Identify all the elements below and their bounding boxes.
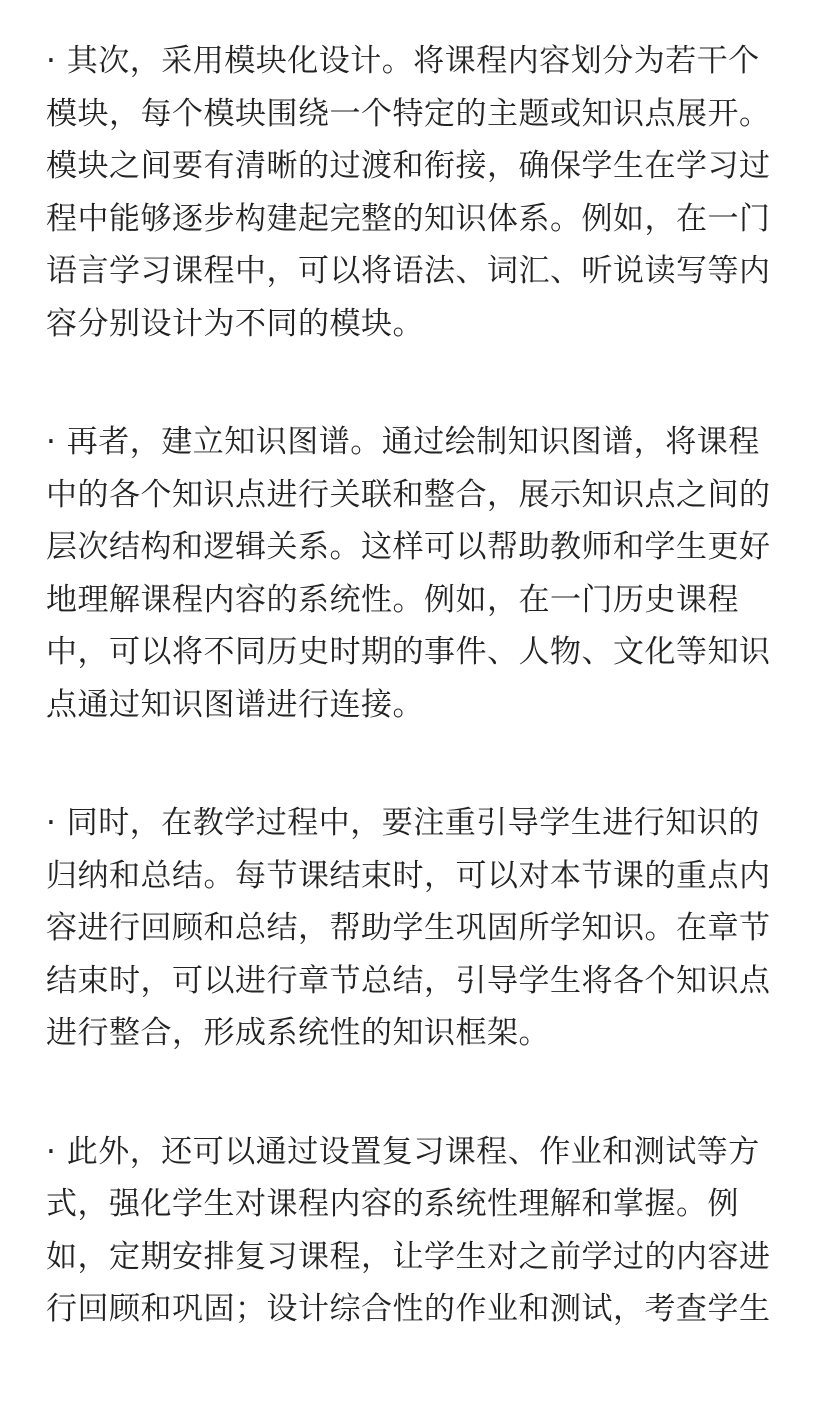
paragraph-knowledge-graph xyxy=(46,416,786,731)
text-line: 点通过知识图谱进行连接。 xyxy=(46,686,424,723)
text-line: 容进行回顾和总结，帮助学生巩固所学知识。在章节 xyxy=(46,910,771,946)
text-line: 中，可以将不同历史时期的事件、人物、文化等知识 xyxy=(46,634,771,670)
paragraph-review xyxy=(46,1126,786,1336)
text-line: 层次结构和逻辑关系。这样可以帮助教师和学生更好 xyxy=(46,529,771,565)
text-line: · 同时，在教学过程中，要注重引导学生进行知识的 xyxy=(46,805,760,841)
text-line: 中的各个知识点进行关联和整合，展示知识点之间的 xyxy=(46,476,771,513)
text-line: 程中能够逐步构建起完整的知识体系。例如，在一门 xyxy=(46,200,771,237)
text-line: · 此外，还可以通过设置复习课程、作业和测试等方 xyxy=(46,1133,760,1170)
text-line: 地理解课程内容的系统性。例如，在一门历史课程 xyxy=(46,581,739,618)
paragraph-summary xyxy=(46,797,786,1060)
text-line: 归纳和总结。每节课结束时，可以对本节课的重点内 xyxy=(46,857,771,894)
text-line: · 其次，采用模块化设计。将课程内容划分为若干个 xyxy=(46,43,760,79)
article-body xyxy=(46,35,786,1402)
text-line: 语言学习课程中，可以将语法、词汇、听说读写等内 xyxy=(46,253,771,289)
text-line: 进行整合，形成系统性的知识框架。 xyxy=(46,1015,550,1051)
text-line: · 再者，建立知识图谱。通过绘制知识图谱，将课程 xyxy=(46,424,760,460)
text-line: 模块之间要有清晰的过渡和衔接，确保学生在学习过 xyxy=(46,148,771,184)
text-line: 模块，每个模块围绕一个特定的主题或知识点展开。 xyxy=(46,95,771,132)
text-line: 结束时，可以进行章节总结，引导学生将各个知识点 xyxy=(46,962,771,999)
paragraph-modular-design xyxy=(46,35,786,350)
text-line: 式，强化学生对课程内容的系统性理解和掌握。例 xyxy=(46,1186,739,1222)
text-line: 如，定期安排复习课程，让学生对之前学过的内容进 xyxy=(46,1238,771,1275)
text-line: 行回顾和巩固；设计综合性的作业和测试，考查学生 xyxy=(46,1291,771,1327)
text-line: 容分别设计为不同的模块。 xyxy=(46,305,424,342)
